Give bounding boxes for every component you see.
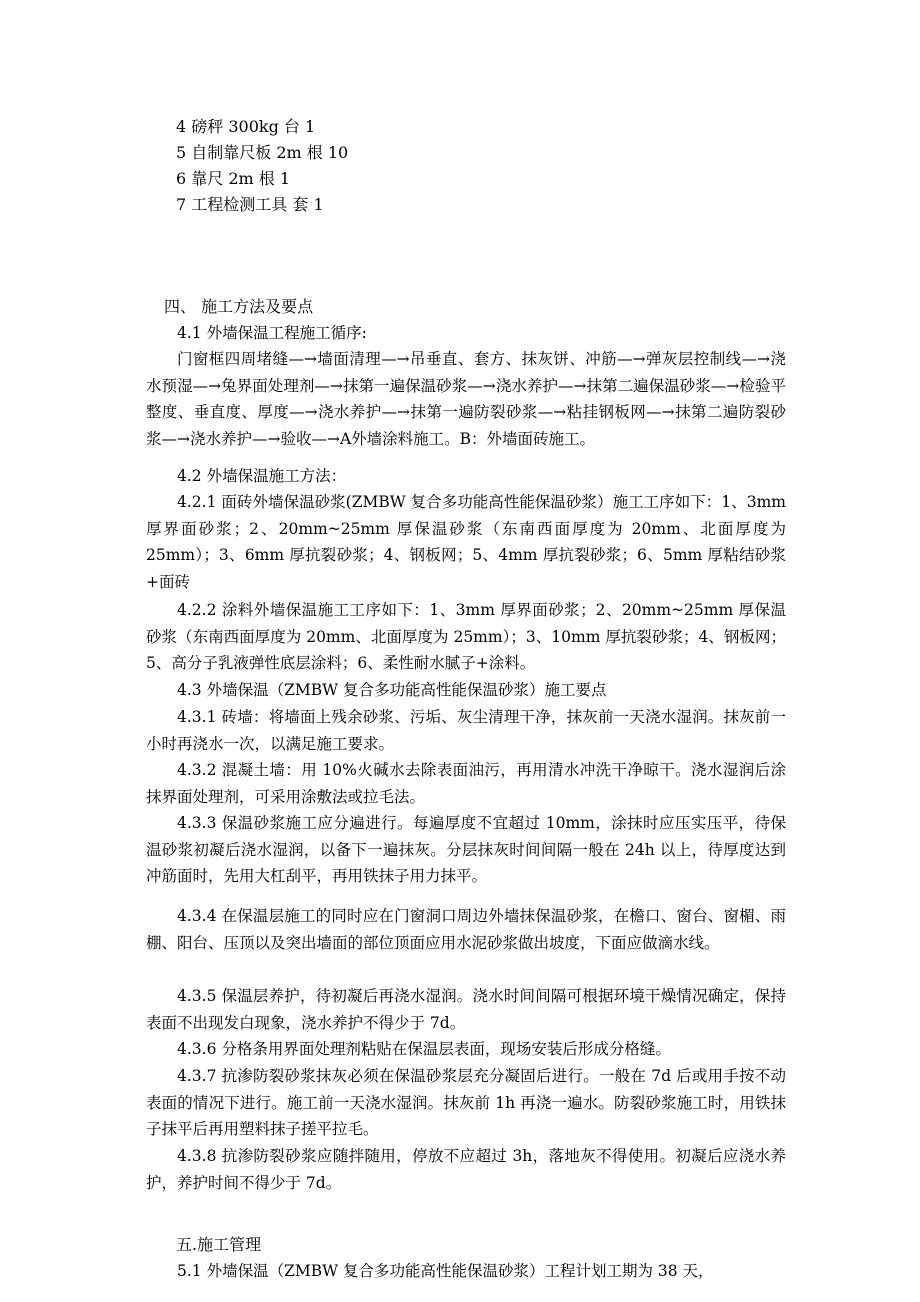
paragraph-4-3-5: 4.3.5 保温层养护，待初凝后再浇水湿润。浇水时间间隔可根据环境干燥情况确定，保持表面不出现发白现象，浇水养护不得少于 7d。 [146,987,786,1032]
paragraph-4-3-6: 4.3.6 分格条用界面处理剂粘贴在保温层表面，现场安装后形成分格缝。 [177,1040,671,1058]
tool-list-item: 6 靠尺 2m 根 1 [176,169,291,188]
paragraph-5-1: 5.1 外墙保温（ZMBW 复合多功能高性能保温砂浆）工程计划工期为 38 天， [177,1262,714,1280]
paragraph-4-2-2: 4.2.2 涂料外墙保温施工工序如下：1、3mm 厚界面砂浆；2、20mm~25mm 厚保温砂浆（东南西面厚度为 20mm、北面厚度为 25mm）；3、10mm 厚抗裂砂浆；4、钢板网；5、高分子乳液弹性底层涂料；6、柔性耐水腻子+涂料。 [146,601,786,672]
paragraph-4-3-2: 4.3.2 混凝土墙：用 10%火碱水去除表面油污，再用清水冲洗干净晾干。浇水湿润后涂抹界面处理剂，可采用涂敷法或拉毛法。 [146,761,786,806]
paragraph-4-1-title: 4.1 外墙保温工程施工循序: [177,324,367,342]
paragraph-4-2-title: 4.2 外墙保温施工方法： [177,467,347,485]
paragraph-4-3-7: 4.3.7 抗渗防裂砂浆抹灰必须在保温砂浆层充分凝固后进行。一般在 7d 后或用手按不动表面的情况下进行。施工前一天浇水湿润。抹灰前 1h 再浇一遍水。防裂砂浆施工时，用铁抹子抹平后再用塑料抹子搓平拉毛。 [146,1067,786,1138]
paragraph-4-2-1: 4.2.1 面砖外墙保温砂浆(ZMBW 复合多功能高性能保温砂浆）施工工序如下：1、3mm 厚界面砂浆；2、20mm~25mm 厚保温砂浆（东南西面厚度为 20mm、北面厚度为 25mm）；3、6mm 厚抗裂砂浆；4、钢板网；5、4mm 厚抗裂砂浆；6、5mm 厚粘结砂浆+面砖 [146,493,786,591]
paragraph-4-3-1: 4.3.1 砖墙：将墙面上残余砂浆、污垢、灰尘清理干净，抹灰前一天浇水湿润。抹灰前一小时再浇水一次，以满足施工要求。 [146,708,786,753]
paragraph-4-3-4: 4.3.4 在保温层施工的同时应在门窗洞口周边外墙抹保温砂浆，在檐口、窗台、窗楣、雨棚、阳台、压顶以及突出墙面的部位顶面应用水泥砂浆做出坡度，下面应做滴水线。 [146,907,786,952]
section-heading-4: 四、 施工方法及要点 [164,297,314,316]
tool-list-item: 4 磅秤 300kg 台 1 [176,117,316,136]
paragraph-4-3-8: 4.3.8 抗渗防裂砂浆应随拌随用，停放不应超过 3h，落地灰不得使用。初凝后应浇水养护，养护时间不得少于 7d。 [146,1147,786,1192]
section-heading-5: 五.施工管理 [176,1235,262,1254]
tool-list-item: 5 自制靠尺板 2m 根 10 [176,143,349,162]
tool-list-item: 7 工程检测工具 套 1 [176,195,324,214]
paragraph-4-3-title: 4.3 外墙保温（ZMBW 复合多功能高性能保温砂浆）施工要点 [177,681,607,699]
paragraph-4-1-body: 门窗框四周堵缝—→墙面清理—→吊垂直、套方、抹灰饼、冲筋—→弹灰层控制线—→浇水预湿—→兔界面处理剂—→抹第一遍保温砂浆—→浇水养护—→抹第二遍保温砂浆—→检验平整度、垂直度、厚度—→浇水养护—→抹第一遍防裂砂浆—→粘挂钢板网—→抹第二遍防裂砂浆—→浇水养护—→验收—→A外墙涂料施工。B：外墙面砖施工。 [146,350,786,448]
paragraph-4-3-3: 4.3.3 保温砂浆施工应分遍进行。每遍厚度不宜超过 10mm，涂抹时应压实压平，待保温砂浆初凝后浇水湿润，以备下一遍抹灰。分层抹灰时间间隔一般在 24h 以上，待厚度达到冲筋面时，先用大杠刮平，再用铁抹子用力抹平。 [146,814,786,885]
